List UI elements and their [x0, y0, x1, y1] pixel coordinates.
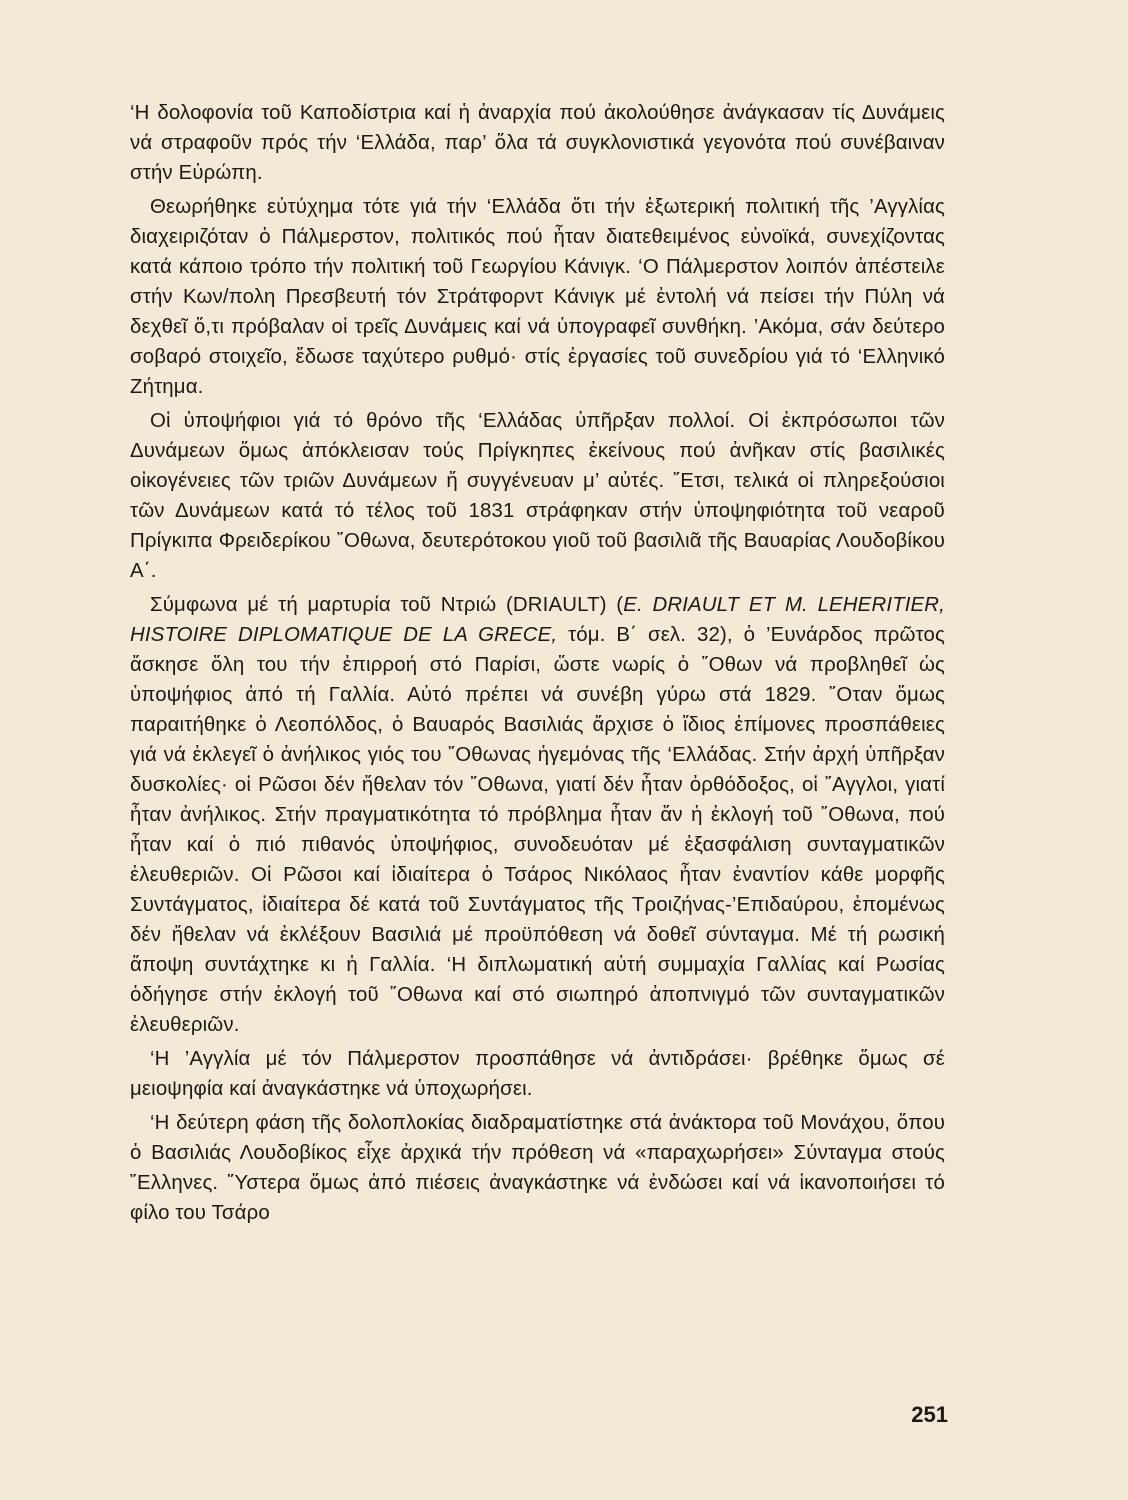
paragraph-4: [130, 590, 945, 1040]
bibliographic-citation: E. DRIAULT ET M. LEHERITIER, HISTOIRE DIPLOMATIQUE DE LA GRECE,: [130, 594, 945, 646]
paragraph-6: ‘Η δεύτερη φάση τῆς δολοπλοκίας διαδραματίστηκε στά ἀνάκτορα τοῦ Μονάχου, ὅπου ὁ Βασιλιάς Λουδοβίκος εἶχε ἀρχικά τήν πρόθεση νά «παραχωρήσει» Σύνταγμα στούς ῞Ελληνες. ῞Υστερα ὅμως ἀπό πιέσεις ἀναγκάστηκε νά ἐνδώσει καί νά ἱκανοποιήσει τό φίλο του Τσάρο: [130, 1112, 945, 1224]
paragraph-2: Θεωρήθηκε εὐτύχημα τότε γιά τήν ‘Ελλάδα ὅτι τήν ἐξωτερική πολιτική τῆς ’Αγγλίας διαχειριζόταν ὁ Πάλμερστον, πολιτικός πού ἦταν διατεθειμένος εὐνοϊκά, συνεχίζοντας κατά κάποιο τρόπο τήν πολιτική τοῦ Γεωργίου Κάνιγκ. ‘Ο Πάλμερστον λοιπόν ἀπέστειλε στήν Κων/πολη Πρεσβευτή τόν Στράτφορντ Κάνιγκ μέ ἐντολή νά πείσει τήν Πύλη νά δεχθεῖ ὅ,τι πρόβαλαν οἱ τρεῖς Δυνάμεις καί νά ὑπογραφεῖ συνθήκη. ’Ακόμα, σάν δεύτερο σοβαρό στοιχεῖο, ἔδωσε ταχύτερο ρυθμό· στίς ἐργασίες τοῦ συνεδρίου γιά τό ‘Ελληνικό Ζήτημα.: [130, 196, 945, 398]
paragraph-3: Οἱ ὑποψήφιοι γιά τό θρόνο τῆς ‘Ελλάδας ὑπῆρξαν πολλοί. Οἱ ἐκπρόσωποι τῶν Δυνάμεων ὅμως ἀπόκλεισαν τούς Πρίγκηπες ἐκείνους πού ἀνῆκαν στίς βασιλικές οἰκογένειες τῶν τριῶν Δυνάμεων ἤ συγγένευαν μ’ αὐτές. ῎Ετσι, τελικά οἱ πληρεξούσιοι τῶν Δυνάμεων κατά τό τέλος τοῦ 1831 στράφηκαν στήν ὑποψηφιότητα τοῦ νεαροῦ Πρίγκιπα Φρειδερίκου ῎Οθωνα, δευτερότοκου γιοῦ τοῦ βασιλιᾶ τῆς Βαυαρίας Λουδοβίκου Α΄.: [130, 410, 945, 582]
body-text: [130, 98, 945, 1228]
paragraph-4-body: τόμ. Β΄ σελ. 32), ὁ ’Ευνάρδος πρῶτος ἄσκησε ὅλη του τήν ἐπιρροή στό Παρίσι, ὥστε νωρίς ὁ ῎Οθων νά προβληθεῖ ὡς ὑποψήφιος ἀπό τή Γαλλία. Αὐτό πρέπει νά συνέβη γύρω στά 1829. ῞Οταν ὅμως παραιτήθηκε ὁ Λεοπόλδος, ὁ Βαυαρός Βασιλιάς ἄρχισε ὁ ἴδιος ἐπίμονες προσπάθειες γιά νά ἐκλεγεῖ ὁ ἀνήλικος γιός του ῎Οθωνας ἡγεμόνας τῆς ‘Ελλάδας. Στήν ἀρχή ὑπῆρξαν δυσκολίες· οἱ Ρῶσοι δέν ἤθελαν τόν ῎Οθωνα, γιατί δέν ἦταν ὀρθόδοξος, οἱ ῎Αγγλοι, γιατί ἦταν ἀνήλικος. Στήν πραγματικότητα τό πρόβλημα ἦταν ἄν ἡ ἐκλογή τοῦ ῎Οθωνα, πού ἦταν καί ὁ πιό πιθανός ὑποψήφιος, συνοδευόταν μέ ἐξασφάλιση συνταγματικῶν ἐλευθεριῶν. Οἱ Ρῶσοι καί ἰδιαίτερα ὁ Τσάρος Νικόλαος ἦταν ἐναντίον κάθε μορφῆς Συντάγματος, ἰδιαίτερα δέ κατά τοῦ Συντάγματος τῆς Τροιζήνας-’Επιδαύρου, ἐπομένως δέν ἤθελαν νά ἐκλέξουν Βασιλιά μέ προϋπόθεση νά δοθεῖ σύνταγμα. Μέ τή ρωσική ἄποψη συντάχτηκε κι ἡ Γαλλία. ‘Η διπλωματική αὐτή συμμαχία Γαλλίας καί Ρωσίας ὁδήγησε στήν ἐκλογή τοῦ ῎Οθωνα καί στό σιωπηρό ἀποπνιγμό τῶν συνταγματικῶν ἐλευθεριῶν.: [130, 624, 945, 1036]
paragraph-5: ‘Η ’Αγγλία μέ τόν Πάλμερστον προσπάθησε νά ἀντιδράσει· βρέθηκε ὅμως σέ μειοψηφία καί ἀναγκάστηκε νά ὑποχωρήσει.: [130, 1048, 945, 1100]
paragraph-1: ‘Η δολοφονία τοῦ Καποδίστρια καί ἡ ἀναρχία πού ἀκολούθησε ἀνάγκασαν τίς Δυνάμεις νά στραφοῦν πρός τήν ‘Ελλάδα, παρ’ ὅλα τά συγκλονιστικά γεγονότα πού συνέβαιναν στήν Εὐρώπη.: [130, 102, 945, 184]
paragraph-4-lead: Σύμφωνα μέ τή μαρτυρία τοῦ Ντριώ (DRIAULT) (: [150, 594, 624, 616]
page-number: 251: [911, 1402, 948, 1427]
